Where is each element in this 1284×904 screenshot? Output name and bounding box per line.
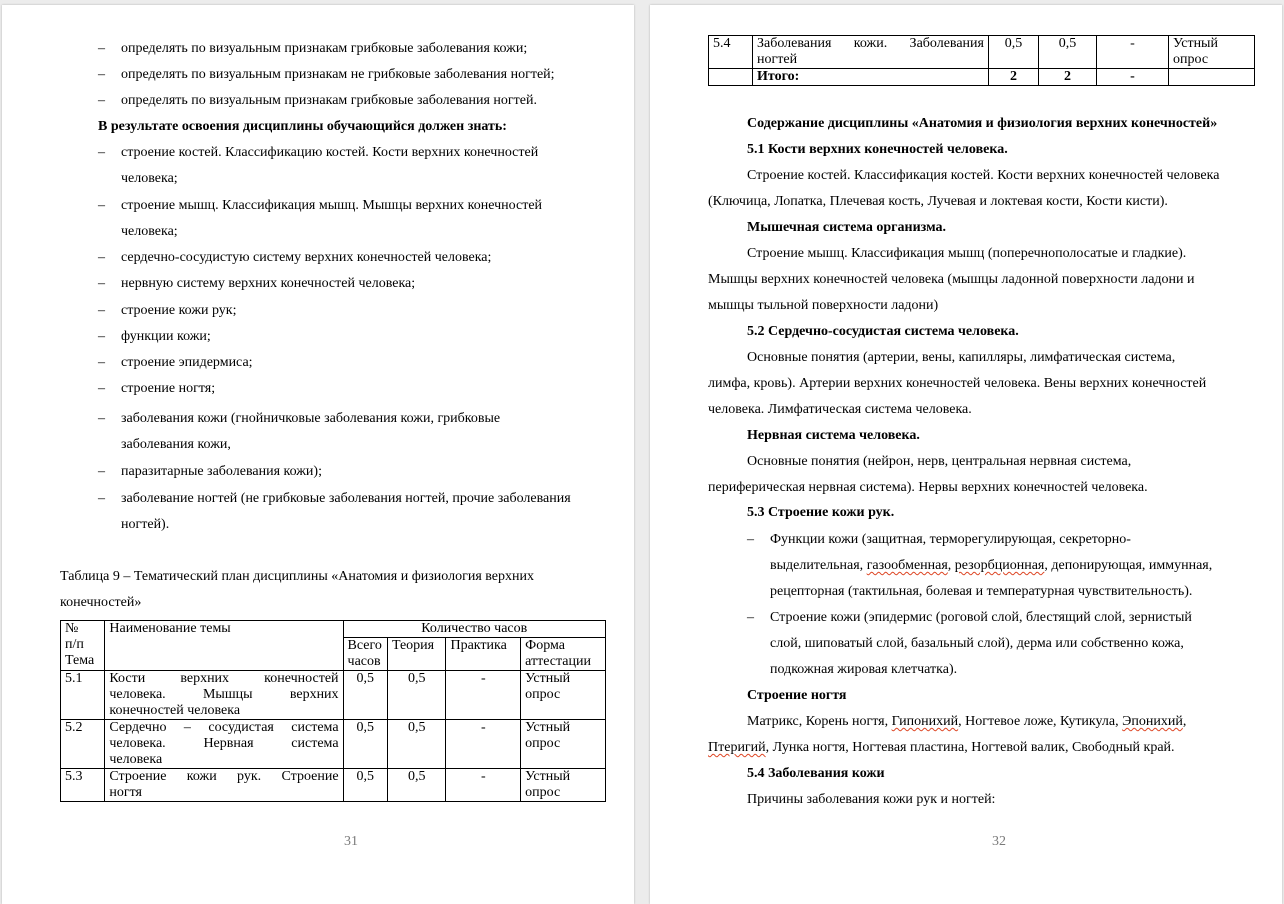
section-5-4-title: 5.4 Заболевания кожи [747, 766, 885, 781]
header-topic-name: Наименование темы [105, 621, 343, 671]
row-total: 0,5 [989, 36, 1039, 69]
know-item: нервную систему верхних конечностей человека; [121, 276, 416, 291]
list-dash: – [98, 198, 105, 213]
row-form: Устный опрос [521, 720, 606, 769]
list-dash: – [98, 381, 105, 396]
row-topic: Заболевания кожи. Заболевания ногтей [753, 36, 989, 69]
row-theory: 0,5 [387, 720, 446, 769]
table-header-row [61, 621, 606, 638]
row-topic: Строение кожи рук. Строение ногтя [105, 769, 343, 802]
nail-paragraph-cont: Птеригий, Лунка ногтя, Ногтевая пластина, Ногтевой валик, Свободный край. [708, 740, 1175, 755]
know-item-cont: ногтей). [121, 517, 170, 532]
paragraph-cont: лимфа, кровь). Артерии верхних конечностей человека. Вены верхних конечностей [708, 376, 1207, 391]
table-row [709, 36, 1255, 69]
know-item-cont: человека; [121, 224, 178, 239]
row-number: 5.3 [61, 769, 105, 802]
list-dash: – [98, 464, 105, 479]
row-practice: - [446, 769, 521, 802]
row-form: Устный опрос [521, 671, 606, 720]
row-theory: 0,5 [1039, 36, 1097, 69]
row-number: 5.1 [61, 671, 105, 720]
list-dash: – [98, 93, 105, 108]
row-theory: 0,5 [387, 769, 446, 802]
paragraph: Строение мышц. Классификация мышц (поперечнополосатые и гладкие). [747, 246, 1187, 261]
row-total: 0,5 [343, 720, 387, 769]
list-dash: – [747, 532, 754, 547]
content-title: Содержание дисциплины «Анатомия и физиология верхних конечностей» [747, 116, 1218, 131]
total-hours: 2 [989, 69, 1039, 86]
total-theory: 2 [1039, 69, 1097, 86]
skin-structure-cont: подкожная жировая клетчатка). [770, 662, 958, 677]
row-number [709, 69, 753, 86]
know-item-cont: человека; [121, 171, 178, 186]
nerve-title: Нервная система человека. [747, 428, 920, 443]
row-topic: Сердечно – сосудистая система человека. Нервная система человека [105, 720, 343, 769]
skill-item: определять по визуальным признакам грибковые заболевания ногтей. [121, 93, 537, 108]
know-item: заболевание ногтей (не грибковые заболевания ногтей, прочие заболевания [121, 491, 571, 506]
section-5-2-title: 5.2 Сердечно-сосудистая система человека. [747, 324, 1019, 339]
table-row [61, 769, 606, 802]
know-heading: В результате освоения дисциплины обучающийся должен знать: [98, 119, 507, 134]
row-practice: - [446, 720, 521, 769]
know-item: строение костей. Классификацию костей. Кости верхних конечностей [121, 145, 539, 160]
row-practice: - [446, 671, 521, 720]
skin-functions: Функции кожи (защитная, терморегулирующая, секреторно- [770, 532, 1131, 547]
list-dash: – [98, 411, 105, 426]
paragraph-cont: периферическая нервная система). Нервы верхних конечностей человека. [708, 480, 1148, 495]
paragraph-cont: человека. Лимфатическая система человека. [708, 402, 972, 417]
spellcheck-word: Птеригий [708, 740, 766, 755]
nail-structure-title: Строение ногтя [747, 688, 847, 703]
skin-structure-cont: слой, шиповатый слой, базальный слой), дерма или собственно кожа, [770, 636, 1184, 651]
row-practice: - [1097, 36, 1169, 69]
thematic-plan-table-continued [708, 35, 1255, 86]
header-practice: Практика [446, 638, 521, 671]
know-item: функции кожи; [121, 329, 211, 344]
list-dash: – [98, 145, 105, 160]
section-5-1-title: 5.1 Кости верхних конечностей человека. [747, 142, 1008, 157]
know-item: строение ногтя; [121, 381, 216, 396]
row-number: 5.2 [61, 720, 105, 769]
row-total: 0,5 [343, 769, 387, 802]
header-hours: Количество часов [343, 621, 605, 638]
list-dash: – [98, 67, 105, 82]
list-dash: – [747, 610, 754, 625]
know-item-cont: заболевания кожи, [121, 437, 231, 452]
spellcheck-word: Гипонихий [891, 714, 959, 729]
total-label: Итого: [753, 69, 989, 86]
skill-item: определять по визуальным признакам грибковые заболевания кожи; [121, 41, 528, 56]
row-form: Устный опрос [1169, 36, 1255, 69]
row-number: 5.4 [709, 36, 753, 69]
skin-functions-cont: выделительная, газообменная, резорбционная, депонирующая, иммунная, [770, 558, 1213, 573]
skill-item: определять по визуальным признакам не грибковые заболевания ногтей; [121, 67, 555, 82]
table-row [61, 671, 606, 720]
skin-structure: Строение кожи (эпидермис (роговой слой, блестящий слой, зернистый [770, 610, 1192, 625]
header-form: Форма аттестации [521, 638, 606, 671]
paragraph: Причины заболевания кожи рук и ногтей: [747, 792, 996, 807]
paragraph: Основные понятия (нейрон, нерв, центральная нервная система, [747, 454, 1132, 469]
list-dash: – [98, 276, 105, 291]
know-item: сердечно-сосудистую систему верхних конечностей человека; [121, 250, 492, 265]
header-total: Всего часов [343, 638, 387, 671]
list-dash: – [98, 303, 105, 318]
document-page-32 [650, 5, 1282, 904]
header-theory: Теория [387, 638, 446, 671]
table-caption-cont: конечностей» [60, 595, 142, 610]
paragraph: Основные понятия (артерии, вены, капилляры, лимфатическая система, [747, 350, 1176, 365]
list-dash: – [98, 355, 105, 370]
row-theory: 0,5 [387, 671, 446, 720]
table-total-row [709, 69, 1255, 86]
know-item: строение мышц. Классификация мышц. Мышцы верхних конечностей [121, 198, 543, 213]
paragraph-cont: мышцы тыльной поверхности ладони) [708, 298, 939, 313]
list-dash: – [98, 250, 105, 265]
nail-paragraph: Матрикс, Корень ногтя, Гипонихий, Ногтевое ложе, Кутикула, Эпонихий, [747, 714, 1187, 729]
spellcheck-word: Эпонихий [1122, 714, 1183, 729]
know-item: паразитарные заболевания кожи); [121, 464, 322, 479]
page-number: 31 [344, 834, 358, 849]
row-topic: Кости верхних конечностей человека. Мышцы верхних конечностей человека [105, 671, 343, 720]
list-dash: – [98, 41, 105, 56]
section-5-3-title: 5.3 Строение кожи рук. [747, 505, 895, 520]
total-practice: - [1097, 69, 1169, 86]
spellcheck-word: газообменная [866, 558, 948, 573]
paragraph-cont: (Ключица, Лопатка, Плечевая кость, Лучевая и локтевая кости, Кости кисти). [708, 194, 1168, 209]
page-number: 32 [992, 834, 1006, 849]
know-item: строение кожи рук; [121, 303, 237, 318]
row-form [1169, 69, 1255, 86]
muscle-title: Мышечная система организма. [747, 220, 947, 235]
header-number: № п/п Тема [61, 621, 105, 671]
table-caption: Таблица 9 – Тематический план дисциплины «Анатомия и физиология верхних [60, 569, 534, 584]
thematic-plan-table [60, 620, 606, 802]
row-total: 0,5 [343, 671, 387, 720]
paragraph-cont: Мышцы верхних конечностей человека (мышцы ладонной поверхности ладони и [708, 272, 1195, 287]
know-item: строение эпидермиса; [121, 355, 253, 370]
row-form: Устный опрос [521, 769, 606, 802]
list-dash: – [98, 329, 105, 344]
spellcheck-word: резорбционная [954, 558, 1045, 573]
paragraph: Строение костей. Классификация костей. Кости верхних конечностей человека [747, 168, 1220, 183]
document-page-31 [2, 5, 634, 904]
know-item: заболевания кожи (гнойничковые заболевания кожи, грибковые [121, 411, 501, 426]
table-row [61, 720, 606, 769]
list-dash: – [98, 491, 105, 506]
skin-functions-cont: рецепторная (тактильная, болевая и температурная чувствительность). [770, 584, 1193, 599]
